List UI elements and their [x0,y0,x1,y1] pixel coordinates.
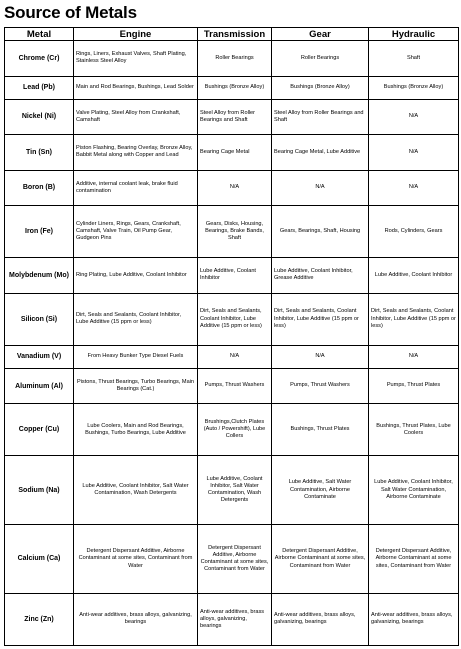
table-row [5,345,459,368]
metal-cell: Tin (Sn) [5,135,74,171]
gear-cell: Lube Additive, Salt Water Contamination, Airborne Contaminate [272,456,369,525]
column-header-hydraulic: Hydraulic [369,28,459,41]
table-row [5,593,459,645]
gear-cell: Roller Bearings [272,41,369,77]
engine-cell: Lube Additive, Coolant Inhibitor, Salt Water Contamination, Wash Detergents [74,456,198,525]
metal-cell: Vanadium (V) [5,345,74,368]
column-header-transmission: Transmission [198,28,272,41]
metal-cell: Zinc (Zn) [5,593,74,645]
gear-cell: Pumps, Thrust Washers [272,368,369,404]
transmission-cell: Lube Additive, Coolant Inhibitor [198,258,272,294]
gear-cell: Bushings, Thrust Plates [272,404,369,456]
transmission-cell: Anti-wear additives, brass alloys, galvanizing, bearings [198,593,272,645]
engine-cell: Anti-wear additives, brass alloys, galvanizing, bearings [74,593,198,645]
transmission-cell: Dirt, Seals and Sealants, Coolant Inhibitor, Lube Additive (15 ppm or less) [198,293,272,345]
gear-cell: Dirt, Seals and Sealants, Coolant Inhibitor, Lube Additive (15 ppm or less) [272,293,369,345]
engine-cell: Piston Flashing, Bearing Overlay, Bronze Alloy, Babbit Metal along with Copper and Lead [74,135,198,171]
transmission-cell: Bearing Cage Metal [198,135,272,171]
hydraulic-cell: Rods, Cylinders, Gears [369,206,459,258]
metal-cell: Aluminum (Al) [5,368,74,404]
table-row [5,170,459,206]
transmission-cell: N/A [198,170,272,206]
transmission-cell: Gears, Disks, Housing, Bearings, Brake Bands, Shaft [198,206,272,258]
gear-cell: Lube Additive, Coolant Inhibitor, Grease Additive [272,258,369,294]
engine-cell: Rings, Liners, Exhaust Valves, Shaft Plating, Stainless Steel Alloy [74,41,198,77]
metal-cell: Calcium (Ca) [5,525,74,594]
engine-cell: From Heavy Bunker Type Diesel Fuels [74,345,198,368]
metal-cell: Molybdenum (Mo) [5,258,74,294]
engine-cell: Additive, internal coolant leak, brake fluid contamination [74,170,198,206]
metal-cell: Nickel (Ni) [5,99,74,135]
page-title: Source of Metals [4,3,137,22]
table-row [5,404,459,456]
table-row [5,99,459,135]
table-row [5,41,459,77]
engine-cell: Pistons, Thrust Bearings, Turbo Bearings, Main Bearings (Cat.) [74,368,198,404]
engine-cell: Ring Plating, Lube Additive, Coolant Inhibitor [74,258,198,294]
engine-cell: Cylinder Liners, Rings, Gears, Crankshaft, Camshaft, Valve Train, Oil Pump Gear, Gudgeon Pins [74,206,198,258]
metal-cell: Chrome (Cr) [5,41,74,77]
table-row [5,293,459,345]
hydraulic-cell: N/A [369,345,459,368]
transmission-cell: Lube Additive, Coolant Inhibitor, Salt Water Contamination, Wash Detergents [198,456,272,525]
gear-cell: Steel Alloy from Roller Bearings and Shaft [272,99,369,135]
transmission-cell: Roller Bearings [198,41,272,77]
engine-cell: Dirt, Seals and Sealants, Coolant Inhibitor, Lube Additive (15 ppm or less) [74,293,198,345]
metal-cell: Lead (Pb) [5,76,74,99]
gear-cell: Gears, Bearings, Shaft, Housing [272,206,369,258]
transmission-cell: Brushings,Clutch Plates (Auto / Powershift), Lube Collers [198,404,272,456]
hydraulic-cell: Shaft [369,41,459,77]
table-row [5,76,459,99]
engine-cell: Main and Rod Bearings, Bushings, Lead Solder [74,76,198,99]
transmission-cell: Pumps, Thrust Washers [198,368,272,404]
transmission-cell: N/A [198,345,272,368]
gear-cell: Anti-wear additives, brass alloys, galvanizing, bearings [272,593,369,645]
metal-cell: Silicon (Si) [5,293,74,345]
gear-cell: Detergent Dispersant Additive, Airborne Contaminant at some sites, Contaminant from Water [272,525,369,594]
metal-cell: Boron (B) [5,170,74,206]
table-row [5,206,459,258]
hydraulic-cell: Detergent Dispersant Additive, Airborne Contaminant at some sites, Contaminant from Water [369,525,459,594]
engine-cell: Detergent Dispersant Additive, Airborne Contaminant at some sites, Contaminant from Water [74,525,198,594]
table-row [5,368,459,404]
hydraulic-cell: N/A [369,135,459,171]
metal-cell: Copper (Cu) [5,404,74,456]
gear-cell: Bushings (Bronze Alloy) [272,76,369,99]
hydraulic-cell: Lube Additive, Coolant Inhibitor [369,258,459,294]
table-header-row [5,28,459,41]
gear-cell: N/A [272,170,369,206]
table-row [5,258,459,294]
transmission-cell: Detergent Dispersant Additive, Airborne Contaminant at some sites, Contaminant from Water [198,525,272,594]
gear-cell: Bearing Cage Metal, Lube Additive [272,135,369,171]
transmission-cell: Steel Alloy from Roller Bearings and Shaft [198,99,272,135]
metals-table [4,27,459,646]
metal-cell: Iron (Fe) [5,206,74,258]
table-row [5,135,459,171]
hydraulic-cell: Dirt, Seals and Sealants, Coolant Inhibitor, Lube Additive (15 ppm or less) [369,293,459,345]
hydraulic-cell: Anti-wear additives, brass alloys, galvanizing, bearings [369,593,459,645]
transmission-cell: Bushings (Bronze Alloy) [198,76,272,99]
hydraulic-cell: Bushings (Bronze Alloy) [369,76,459,99]
column-header-engine: Engine [74,28,198,41]
metal-cell: Sodium (Na) [5,456,74,525]
column-header-gear: Gear [272,28,369,41]
hydraulic-cell: Pumps, Thrust Plates [369,368,459,404]
hydraulic-cell: Bushings, Thrust Plates, Lube Coolers [369,404,459,456]
table-row [5,525,459,594]
engine-cell: Lube Coolers, Main and Rod Bearings, Bushings, Turbo Bearings, Lube Additive [74,404,198,456]
hydraulic-cell: Lube Additive, Coolant Inhibitor, Salt Water Contamination, Airborne Contaminate [369,456,459,525]
gear-cell: N/A [272,345,369,368]
hydraulic-cell: N/A [369,170,459,206]
hydraulic-cell: N/A [369,99,459,135]
column-header-metal: Metal [5,28,74,41]
engine-cell: Valve Plating, Steel Alloy from Crankshaft, Camshaft [74,99,198,135]
table-row [5,456,459,525]
